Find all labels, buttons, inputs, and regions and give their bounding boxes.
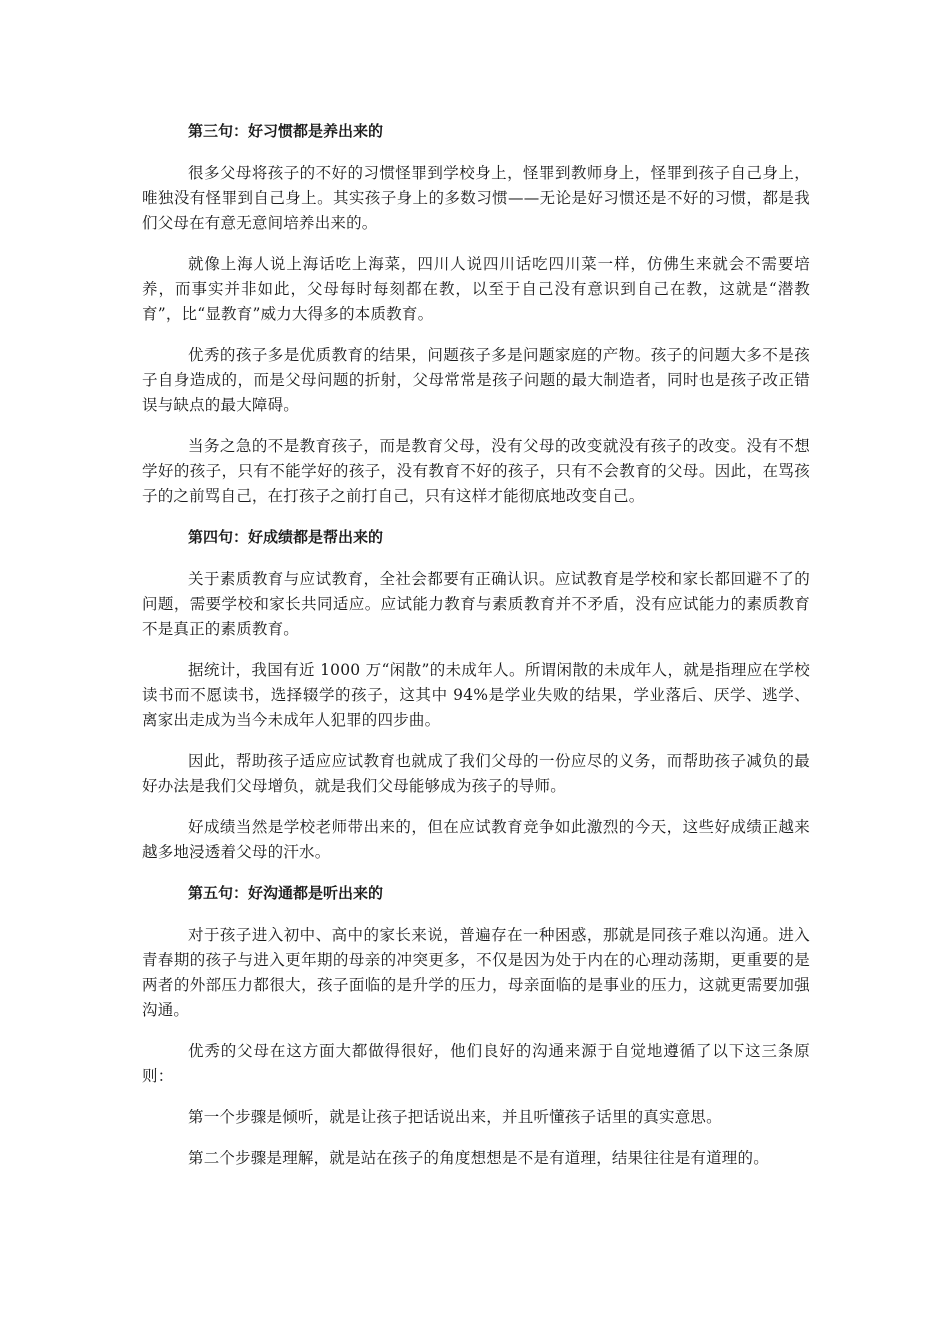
paragraph: 对于孩子进入初中、高中的家长来说，普遍存在一种困惑，那就是同孩子难以沟通。进入青春期的孩子与进入更年期的母亲的冲突更多，不仅是因为处于内在的心理动荡期，更重要的是两者的外部压力都很大，孩子面临的是升学的压力，母亲面临的是事业的压力，这就更需要加强沟通。 — [142, 926, 810, 1019]
paragraph: 关于素质教育与应试教育，全社会都要有正确认识。应试教育是学校和家长都回避不了的问题，需要学校和家长共同适应。应试能力教育与素质教育并不矛盾，没有应试能力的素质教育不是真正的素质教育。 — [142, 570, 810, 638]
paragraph: 据统计，我国有近 1000 万“闲散”的未成年人。所谓闲散的未成年人，就是指理应在学校读书而不愿读书，选择辍学的孩子，这其中 94%是学业失败的结果，学业落后、厌学、逃学、离家出走成为当今未成年人犯罪的四步曲。 — [142, 661, 810, 729]
paragraph: 优秀的父母在这方面大都做得很好，他们良好的沟通来源于自觉地遵循了以下这三条原则： — [142, 1042, 810, 1085]
paragraph: 很多父母将孩子的不好的习惯怪罪到学校身上，怪罪到教师身上，怪罪到孩子自己身上，唯独没有怪罪到自己身上。其实孩子身上的多数习惯——无论是好习惯还是不好的习惯，都是我们父母在有意无意间培养出来的。 — [142, 164, 810, 232]
section-heading-4: 第四句：好成绩都是帮出来的 — [188, 528, 384, 546]
paragraph: 因此，帮助孩子适应应试教育也就成了我们父母的一份应尽的义务，而帮助孩子减负的最好办法是我们父母增负，就是我们父母能够成为孩子的导师。 — [142, 752, 810, 795]
paragraph: 当务之急的不是教育孩子，而是教育父母，没有父母的改变就没有孩子的改变。没有不想学好的孩子，只有不能学好的孩子，没有教育不好的孩子，只有不会教育的父母。因此，在骂孩子的之前骂自己，在打孩子之前打自己，只有这样才能彻底地改变自己。 — [142, 437, 810, 505]
document-page — [142, 119, 810, 1187]
paragraph: 第一个步骤是倾听，就是让孩子把话说出来，并且听懂孩子话里的真实意思。 — [188, 1108, 722, 1126]
paragraph: 好成绩当然是学校老师带出来的，但在应试教育竞争如此激烈的今天，这些好成绩正越来越多地浸透着父母的汗水。 — [142, 818, 810, 861]
paragraph: 优秀的孩子多是优质教育的结果，问题孩子多是问题家庭的产物。孩子的问题大多不是孩子自身造成的，而是父母问题的折射，父母常常是孩子问题的最大制造者，同时也是孩子改正错误与缺点的最大障碍。 — [142, 346, 810, 414]
paragraph: 就像上海人说上海话吃上海菜，四川人说四川话吃四川菜一样，仿佛生来就会不需要培养，而事实并非如此，父母每时每刻都在教，以至于自己没有意识到自己在教，这就是“潜教育”，比“显教育”威力大得多的本质教育。 — [142, 255, 810, 323]
section-heading-3: 第三句：好习惯都是养出来的 — [188, 122, 384, 140]
section-heading-5: 第五句：好沟通都是听出来的 — [188, 884, 384, 902]
paragraph: 第二个步骤是理解，就是站在孩子的角度想想是不是有道理，结果往往是有道理的。 — [188, 1149, 769, 1167]
